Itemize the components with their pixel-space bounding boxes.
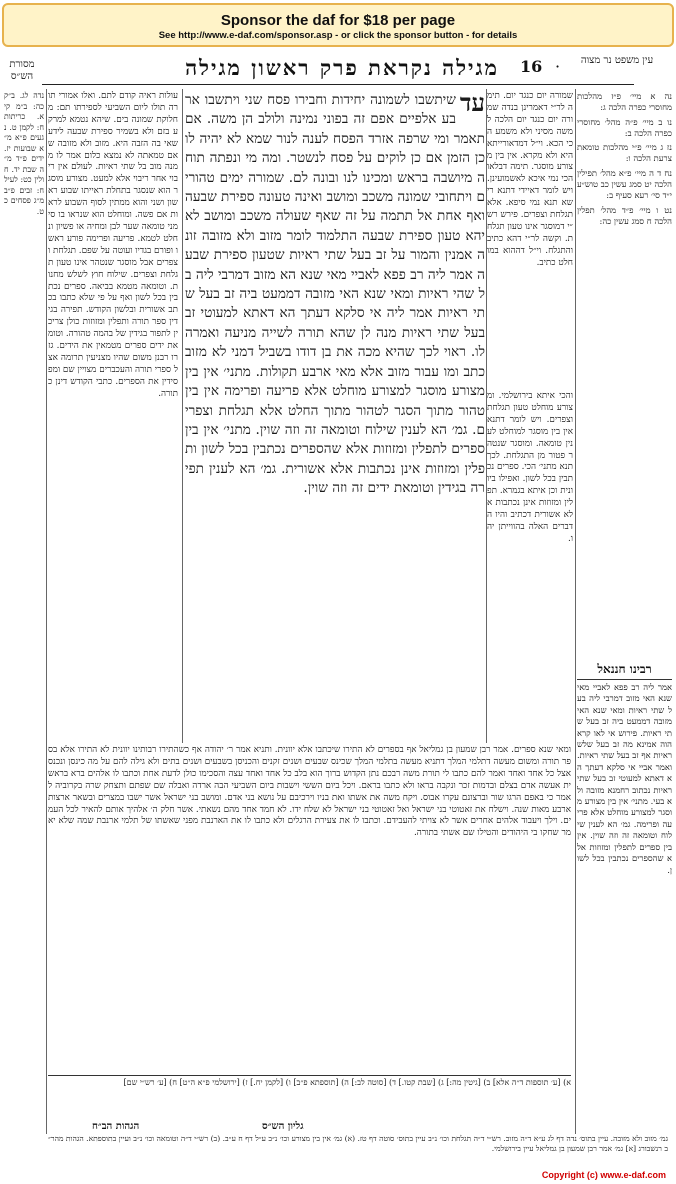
gilyon-hashas-heading: גליון הש״ס [262,1121,304,1132]
page-title: מגילה נקראת פרק ראשון מגילה [185,55,499,80]
hagahot-habach-heading: הגהות הב״ח [92,1121,140,1132]
rabeinu-chananel-section [577,661,672,1131]
masoret-header: מסורת הש״ס [9,59,35,82]
ein-mishpat-column [577,91,672,321]
copyright-notice[interactable]: Copyright (c) www.e-daf.com [541,1170,666,1180]
folio-dot: · [555,57,561,76]
sponsor-banner-title[interactable]: Sponsor the daf for $18 per page [220,12,456,29]
column-divider [46,89,47,1134]
lower-commentary [48,745,571,1075]
gemara-main-text [185,91,485,581]
rabeinu-chananel-heading: רבינו חננאל [577,661,672,680]
rashi-column [48,91,178,741]
ein-mishpat-entry: נה א מיי׳ פ״ז מהלכות מחוסרי כפרה הלכה ג: [577,91,672,113]
lower-commentary-text: ומאי שנא ספרים. אמר רבן שמעון בן גמליאל אף בספרים לא התירו שיכתבו אלא יוונית. ותניא אמר ר׳ יהודה אף כשהתירו רבותינו יוונית לא התירו אלא בספר תורה ומשום מעשה דתלמי המלך דתניא מעשה בתלמי המלך שכינס שבעים ושנים זקנים והכניסן בשבעים ושנים בתים ולא גילה להם על מה כינסן ונכנס אצל כל אחד ואחד ואמר להם כתבו לי תורת משה רבכם נתן הקדוש ברוך הוא בלב כל אחד ואחד עצה והסכימו כולן לדעת אחת וכתבו לו אלהים ברא בראשית אעשה אדם בצלם ובדמות זכר ונקבה בראו ולא כתבו בראם. ויכל ביום הששי וישבות ביום השביעי הבה ארדה ואבלה שם שפתם ותצחק שרה בקרוביה לאמר כי באפם הרגו שור וברצונם עקרו אבוס. ויקח משה את אשתו ואת בניו וירכיבם על נושא בני אדם. ומושב בני ישראל אשר ישבו במצרים ובשאר ארצות ארבע מאות שנה. וישלח את זאטוטי בני ישראל ואל זאטוטי בני ישראל לא שלח ידו. לא חמד אחד מהם נשאתי. אשר חלק ה׳ אלהיך אותם להאיר לכל העמים. וילך ויעבוד אלהים אחרים אשר לא צויתי להעבידם. וכתבו לו את צעירת הרגלים ולא כתבו לו את הארנבת מפני שאשתו של תלמי ארנבת שמה שלא יאמר שחקו בי היהודים והטילו שם אשתי בתורה. [48,745,571,839]
ein-mishpat-header: עין משפט נר מצוה [580,55,654,66]
masoret-hashas-column [4,91,44,1131]
ein-mishpat-entry: נז ג מיי׳ פ״י מהלכות טומאת צרעת הלכה ו: [577,142,672,164]
ein-mishpat-entry: נח ד ה מיי׳ פ״א מהל׳ תפילין הלכה יט סמג עשין כב טוש״ע י״ד סי׳ רעא סעיף ב: [577,167,672,201]
rabeinu-chananel-text: אמר ליה רב פפא לאביי מאי שנא האי מזוב דמרבי ליה בעל שתי ראיות ומאי שנא האי מזובה דממעט ביה זב בעל שתי ראיות. פירוש אי לאו קרא הוה אמינא מה זב בעל שלש ראיות אף זב בעל שתי ראיות. ואמר אביי אי סלקא דעתך הא דאתא למעוטי זב בעל שתי ראיות נכתוב רחמנא מזובה ולא בעי. מתני׳ אין בין מצורע מוסגר למצורע מוחלט אלא פריעה ופרימה. גמ׳ הא לענין שילוח וטומאה זה וזה שוין. אין בין ספרים לתפלין ומזוזות אלא שהספרים נכתבין בכל לשון. [577,682,672,875]
tosafot-text: שמורה יום כנגד יום. תימה לר״י דאמרינן בנדה שמורה יום כנגד יום הלכה למשה מסיני ולא משמע הכי הכא. וי״ל דמדאורייתא היא ולא מקרא. אין בין מצורע מוסגר. תימה דבלאו הכי נמי איכא לאשמועינן. ויש לומר דאיידי דתנא רישא תנא נמי סיפא. אלא תגלחת וצפרים. פירש רש״י דמוסגר אינו טעון תגלחת. וקשה לר״י דהא כתיב והתגלח. וי״ל דההוא במוחלט כתיב. [487,91,573,268]
footer-notes-text: גמ׳ מזוב ולא מזובה. עיין בתוס׳ נדה דף לג ע״א ד״ה מזוב. רש״י ד״ה תגלחת וכו׳ נ״ב עיין בתוס׳ סוטה דף טז. (א) גמ׳ אין בין מצורע וכו׳ נ״ב ע״ל דף ח ע״ב. (ב) רש״י ד״ה וטומאה וכו׳ נ״ב ועיין בתוספתא. הגהות מהר״ב רנשבורג [א] גמ׳ אמר רבן שמעון בן גמליאל עיין בירושלמי. [48,1134,668,1154]
rashi-text: עולות ראיה קודם לתם. ואלו אמורי תורה תולו ליום השביעי לספירתו תם: מחלוקת שמונה בים. שיהא נטמא למרקע בזם ולא בשמיר ספירת שבעה לידע שאי בה הזבה היא. מזוב ולא מזובה שאם טמאתה לא נמצא כלום אמר לו ממנה מוב בל שתי ראיות. לעולם אין ריבוי אחר ריבוי אלא למעט. מצורע מוסגר הוא שנסגר בתחלת ראייתו שבוע ראשון ושני והוא ממתין לסוף השבוע לראות אם פשה. ומוחלט הוא שנראו בו סימני טומאה שער לבן ומחיה או פשיון ונחלט לטמא. פריעה ופרימה פורע ראשו ופורם בגדיו ועוטה על שפם. תגלחת וצפרים אבל מוסגר שנטהר אינו טעון תגלחת וצפרים. שילוח חוץ לשלש מחנות. וטומאה מטמא בביאה. ספרים נכתבין בכל לשון ואף על פי שלא כתבו בכתב אשורית ובלשון הקודש. תפירה בגידין ספר תורה ותפלין ומזוזות כולן צריכין לתפור בגידין של בהמה טהורה. וטומאת ידים ספרים מטמאין את הידים. גזרו רבנן משום שהיו מצניעין תרומה אצל ספרי תורה והעכברים מצויין שם ומפסידין את הספרים. כתבי הקודש דינן כתורה. [48,91,178,399]
talmud-page [2,49,674,1182]
sponsor-banner-subtitle[interactable]: See http://www.e-daf.com/sponsor.asp - or click the sponsor button - for details [158,30,518,41]
lower-notes-text: א) [ע׳ תוספות ד״ה אלא] ב) [גיטין מה:] ג) [שבת קטו.] ד) [סוטה לב:] ה) [תוספתא פ״ב] ו) [לקמן יח.] ז) [ירושלמי פ״א ה״ט] ח) [ע׳ רש״י שם] [123,1078,571,1087]
column-divider [486,89,487,743]
ein-mishpat-entry: נט ו מיי׳ פ״ד מהל׳ תפלין הלכה ח סמג עשין כה: [577,204,672,226]
folio-number: 16 [520,57,543,76]
tosafot-column [487,91,573,389]
sponsor-banner[interactable] [2,3,674,47]
ein-mishpat-entry: נו ב מיי׳ פ״ה מהל׳ מחוסרי כפרה הלכה ב: [577,116,672,138]
column-divider [575,89,576,1134]
column-divider [182,89,183,743]
gemara-body: שיתשבו לשמונה יחידות וחבירו פסח שני ויתשבו ארבע אלפיים אפם זה בפוני נמינה ולולב הן משה. אם תאמר ומי שרפה אזרד הפסח לענה לנור שמא לא יהיה לו כן הזמן אם כן לוקים על פסח לנשטר. ומה מי ונפתה תוחה מיושבה בראש ומכינו לנו ובונה לם. שמורה ימים טהורים ויתחובי שמונה משכב ומושב ואינה טעונה ספירת שבעה ואף אחת אל תתמה על זה שאף שעולה משכב ומושב לא יהא טעון ספירת שבעה התלמוד לומר מזוב ולא מזובה זונה אמנין והמור על זב בעל שתי ראיות שטעון ספירת שבעה אמר ליה רב פפא לאביי מאי שנא הא מזוב דמרבי ליה בל שהי ראיות ומאי שנא האי מזובה דממעט ביה זב בעל שתי ראיות אמר ליה אי סלקא דעתך הא דאתא למעוטי זב בעל שתי ראיות מנה לן שהא תורה לשייה מניעה ואמרה לו. ראוי לכך שהיא מכה את בן דודו בשביל דמני לא מזוב כתב ומו עבור מזוב אלא מאי ארבע תקולות. מתני׳ אין בין מצורע מוסגר למצורע מוחלט אלא פריעה ופרימה אין בין טהור מתוך הסגר לטהור מתוך החלט אלא תגלחת וצפרים. גמ׳ הא לענין שילוח וטומאה זה וזה שוין. מתני׳ אין בין ספרים לתפלין ומזוזות אלא שהספרים נכתבין בכל לשון ותפלין ומזוזות אינן נכתבות אלא אשורית. גמ׳ הא לענין תפירה בגידין וטומאת ידים זה וזה שוין. [185,92,485,497]
header-divider [42,84,634,85]
opening-word: עד [459,91,485,117]
side-commentary-text: והכי איתא בירושלמי. ומצורע מוחלט טעון תגלחת וצפרים. ויש לומר דתנא אין בין מוסגר למוחלט לענין טומאה. ומוסגר שנטהר פטור מן התגלחת. לכך תנא מתני׳ הכי. ספרים נכתבין בכל לשון. ואפילו ביוונית וכן איתא בגמרא. תפלין ומזוזות אינן נכתבות אלא אשורית דכתיב והיו הדברים האלה בהווייתן יהו. [487,391,573,544]
lower-notes [48,1075,571,1119]
side-commentary-column [487,391,573,743]
masoret-hashas-text: נדה לג. ב״ק כה: ב״מ קיא. כריתות ח: לקמן ט. נגעים פ״א מ״א שבועות יז. ידים פ״ד מ״ה שבת יד. חולין כט: לעיל ח: זבים פ״ב מ״ג פסחים כט. [4,91,44,216]
